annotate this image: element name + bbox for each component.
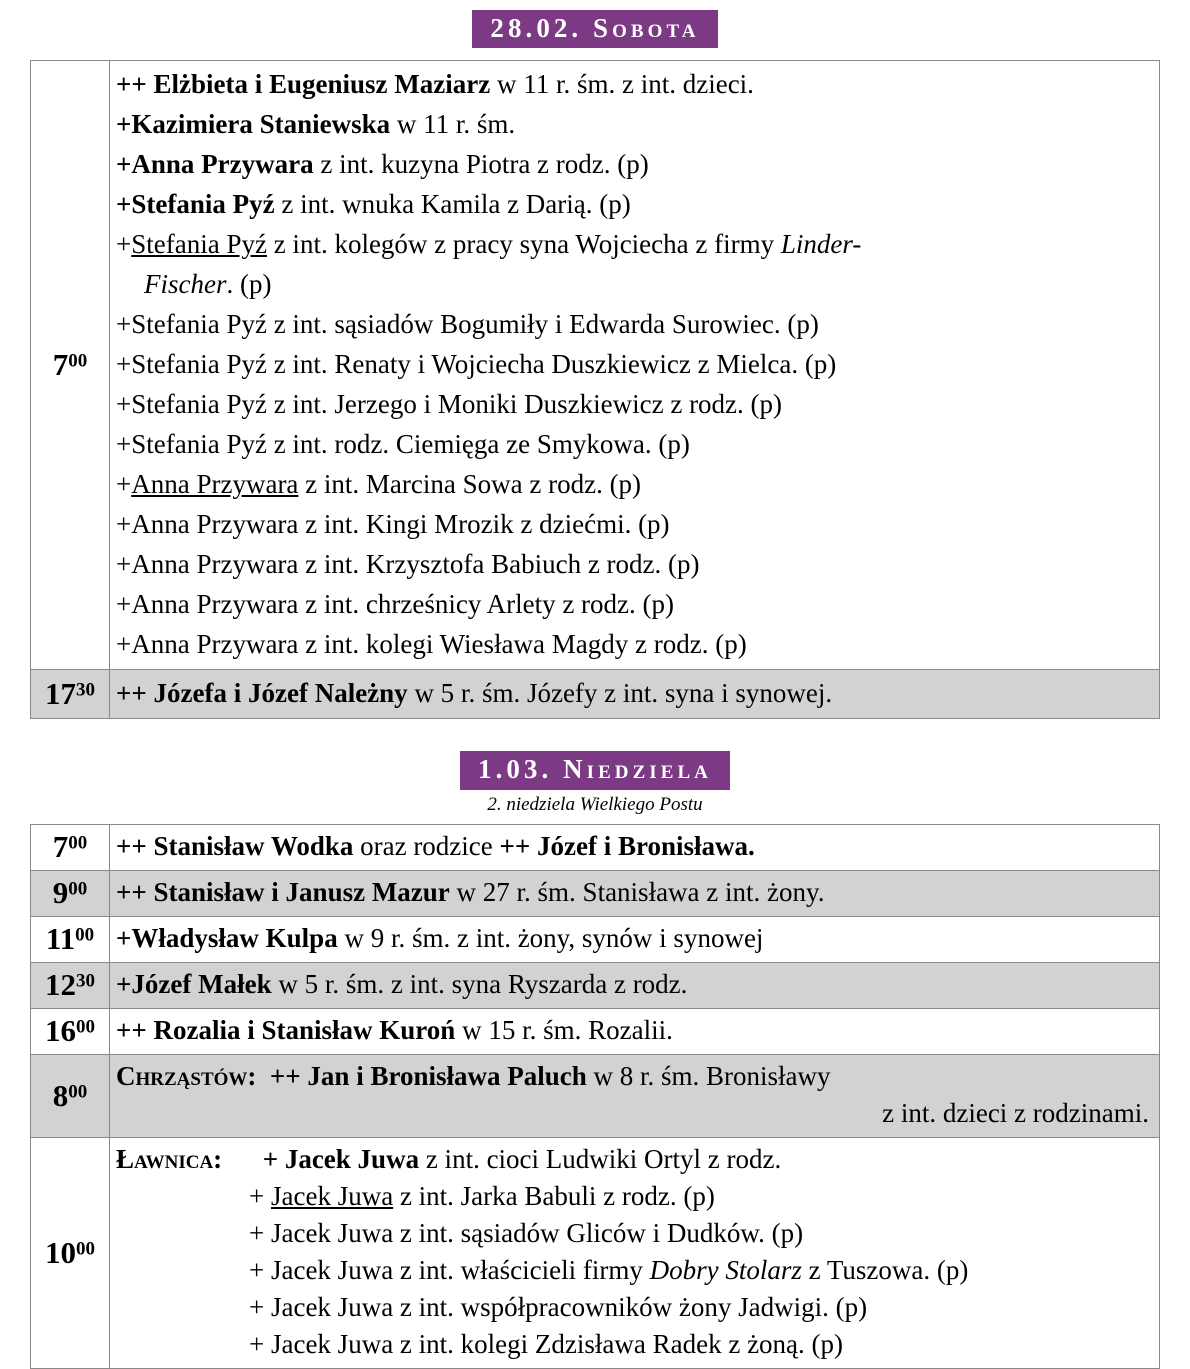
mass-time-minutes: 30	[76, 679, 95, 701]
intention-text-segment: + Jacek Juwa z int. kolegi Zdzisława Radek z żoną. (p)	[249, 1328, 844, 1359]
mass-time-hour: 9	[52, 875, 69, 911]
intention-text-segment: w 27 r. śm. Stanisława z int. żony.	[449, 876, 825, 907]
intention-text-segment: Fischer	[144, 269, 227, 300]
intention-text-segment: +Stefania Pyź z int. sąsiadów Bogumiły i Edwarda Surowiec. (p)	[116, 309, 819, 340]
intention-line	[116, 874, 1149, 911]
intention-line	[116, 384, 1149, 424]
intention-text-segment: z int. kuzyna Piotra z rodz. (p)	[313, 149, 649, 180]
intention-text-segment	[222, 1144, 263, 1174]
intention-line	[116, 966, 1149, 1003]
mass-schedule-table	[30, 60, 1160, 719]
intention-text-segment: w 8 r. śm. Bronisławy	[586, 1060, 831, 1091]
intention-line	[116, 1178, 1149, 1215]
intention-text-segment: + Jacek Juwa z int. właścicieli firmy	[249, 1254, 650, 1285]
intention-text-segment: ++ Rozalia i Stanisław Kuroń	[116, 1014, 456, 1045]
intention-line	[116, 1215, 1149, 1252]
intention-text-segment: +	[116, 229, 132, 260]
mass-time-cell	[31, 670, 110, 719]
intention-text-segment: z Tuszowa. (p)	[801, 1254, 969, 1285]
intention-text-segment: ++ Elżbieta i Eugeniusz Maziarz	[116, 69, 491, 100]
intention-text-segment: w 5 r. śm. Józefy z int. syna i synowej.	[407, 678, 833, 709]
mass-time-minutes: 30	[76, 970, 95, 992]
mass-intentions-cell	[110, 962, 1160, 1008]
intention-text-segment: ++ Jan i Bronisława Paluch	[269, 1060, 587, 1091]
mass-time-hour: 7	[52, 347, 69, 383]
intention-text-segment: +	[249, 1180, 271, 1211]
mass-time-hour: 11	[45, 921, 76, 957]
intention-text-segment: z int. Jarka Babuli z rodz. (p)	[393, 1180, 715, 1211]
intention-text-segment: + Jacek Juwa	[262, 1143, 420, 1174]
mass-time-hour: 17	[45, 676, 76, 712]
intention-text-segment: +Władysław Kulpa	[116, 922, 338, 953]
intention-line	[116, 424, 1149, 464]
intention-line	[116, 1252, 1149, 1289]
mass-row	[31, 870, 1160, 916]
section	[0, 751, 1190, 1368]
intention-text-segment: Anna Przywara	[131, 469, 299, 500]
intention-line	[116, 264, 1149, 304]
mass-time-minutes: 00	[68, 878, 88, 900]
intention-line	[116, 920, 1149, 957]
mass-intentions-cell	[110, 670, 1160, 719]
mass-time-cell	[31, 1054, 110, 1137]
mass-intentions-cell	[110, 1008, 1160, 1054]
intention-text-segment: z int. cioci Ludwiki Ortyl z rodz.	[419, 1143, 782, 1174]
intention-text-segment: +Anna Przywara z int. kolegi Wiesława Magdy z rodz. (p)	[116, 629, 747, 660]
intention-text-segment: +Anna Przywara	[116, 149, 314, 180]
mass-time-minutes: 00	[68, 832, 88, 854]
mass-intentions-cell	[110, 916, 1160, 962]
mass-intentions-cell	[110, 61, 1160, 670]
mass-time-cell	[31, 824, 110, 870]
intention-line	[116, 624, 1149, 664]
mass-time-minutes: 00	[68, 1081, 88, 1103]
intention-text-segment: ++ Józef i Bronisława.	[499, 830, 755, 861]
intention-text-segment: Dobry Stolarz	[649, 1254, 802, 1285]
mass-row	[31, 916, 1160, 962]
section-title-row	[0, 10, 1190, 48]
intention-text-segment: z int. Marcina Sowa z rodz. (p)	[298, 469, 642, 500]
mass-intentions-cell	[110, 824, 1160, 870]
mass-time-hour: 8	[52, 1077, 69, 1113]
intention-text-segment: +Stefania Pyź	[116, 189, 275, 220]
mass-time-minutes: 00	[76, 1238, 95, 1260]
intention-text-segment: w 5 r. śm. z int. syna Ryszarda z rodz.	[271, 968, 688, 999]
intention-line	[116, 544, 1149, 584]
intention-text-segment: w 11 r. śm.	[390, 109, 516, 140]
intention-text-segment: +Stefania Pyź z int. Renaty i Wojciecha Duszkiewicz z Mielca. (p)	[116, 349, 837, 380]
intention-line	[116, 828, 1149, 865]
intention-line	[116, 504, 1149, 544]
intention-line	[116, 224, 1149, 264]
mass-schedule-table	[30, 824, 1160, 1369]
intention-text-segment: + Jacek Juwa z int. współpracowników żony Jadwigi. (p)	[249, 1291, 868, 1322]
section-title-banner: 1.03. Niedziela	[460, 751, 730, 789]
intention-text-segment: +	[116, 469, 132, 500]
mass-intentions-cell	[110, 870, 1160, 916]
intention-text-segment: +Kazimiera Staniewska	[116, 109, 391, 140]
intention-line	[116, 184, 1149, 224]
mass-row	[31, 1008, 1160, 1054]
mass-row	[31, 61, 1160, 670]
intention-text-segment: +Anna Przywara z int. Kingi Mrozik z dziećmi. (p)	[116, 509, 670, 540]
intention-text-segment: + Jacek Juwa z int. sąsiadów Gliców i Dudków. (p)	[249, 1217, 804, 1248]
mass-time-cell	[31, 1137, 110, 1368]
mass-time-cell	[31, 962, 110, 1008]
section-subtitle: 2. niedziela Wielkiego Postu	[487, 793, 703, 815]
section-title-banner: 28.02. Sobota	[472, 10, 717, 48]
intention-line	[116, 144, 1149, 184]
intention-line	[116, 584, 1149, 624]
section	[0, 10, 1190, 719]
intention-text-segment: Linder-	[780, 229, 862, 260]
intention-line	[116, 464, 1149, 504]
mass-time-hour: 10	[45, 1234, 76, 1270]
mass-time-cell	[31, 1008, 110, 1054]
intention-line	[116, 64, 1149, 104]
intention-text-segment: w 11 r. śm. z int. dzieci.	[490, 69, 754, 100]
intention-text-segment: +Stefania Pyź z int. Jerzego i Moniki Duszkiewicz z rodz. (p)	[116, 389, 783, 420]
intention-text-segment: z int. dzieci z rodzinami.	[882, 1097, 1149, 1128]
intention-text-segment: +Stefania Pyź z int. rodz. Ciemięga ze Smykowa. (p)	[116, 429, 690, 460]
mass-time-hour: 12	[45, 967, 76, 1003]
intention-text-segment: w 15 r. śm. Rozalii.	[455, 1014, 673, 1045]
intention-text-segment: z int. wnuka Kamila z Darią. (p)	[274, 189, 631, 220]
intention-text-segment: oraz rodzice	[353, 830, 500, 861]
intention-line	[116, 344, 1149, 384]
mass-row	[31, 962, 1160, 1008]
section-title-row	[0, 751, 1190, 789]
intention-line	[116, 104, 1149, 144]
intention-line	[116, 1289, 1149, 1326]
intention-text-segment: +Józef Małek	[116, 968, 272, 999]
mass-row	[31, 824, 1160, 870]
mass-intentions-cell	[110, 1054, 1160, 1137]
intention-line	[116, 1058, 1149, 1095]
mass-time-cell	[31, 916, 110, 962]
intention-text-segment	[256, 1061, 270, 1091]
intention-line	[116, 1326, 1149, 1363]
intention-text-segment: z int. kolegów z pracy syna Wojciecha z firmy	[266, 229, 781, 260]
intention-line	[116, 304, 1149, 344]
intention-line	[116, 1141, 1149, 1178]
intention-text-segment: . (p)	[226, 269, 272, 300]
intention-text-segment: Ławnica:	[116, 1143, 223, 1174]
intention-text-segment: Stefania Pyź	[131, 229, 267, 260]
mass-time-minutes: 00	[75, 924, 95, 946]
intention-line	[116, 1095, 1149, 1132]
intention-text-segment: +Anna Przywara z int. Krzysztofa Babiuch z rodz. (p)	[116, 549, 700, 580]
intention-text-segment: ++ Stanisław i Janusz Mazur	[116, 876, 450, 907]
mass-time-cell	[31, 870, 110, 916]
mass-time-cell	[31, 61, 110, 670]
mass-time-hour: 16	[45, 1013, 76, 1049]
intention-text-segment: w 9 r. śm. z int. żony, synów i synowej	[337, 922, 764, 953]
intention-text-segment: Jacek Juwa	[270, 1180, 394, 1211]
intention-line	[116, 1012, 1149, 1049]
mass-intentions-cell	[110, 1137, 1160, 1368]
intention-line	[116, 673, 1149, 713]
mass-time-minutes: 00	[68, 350, 88, 372]
intention-text-segment: ++ Józefa i Józef Należny	[116, 678, 408, 709]
intention-text-segment: ++ Stanisław Wodka	[116, 830, 354, 861]
mass-time-hour: 7	[52, 829, 69, 865]
mass-time-minutes: 00	[76, 1016, 95, 1038]
mass-row	[31, 1137, 1160, 1368]
mass-row	[31, 1054, 1160, 1137]
intention-text-segment: +Anna Przywara z int. chrześnicy Arlety z rodz. (p)	[116, 589, 675, 620]
intention-text-segment: Chrząstów:	[116, 1060, 257, 1091]
mass-row	[31, 670, 1160, 719]
